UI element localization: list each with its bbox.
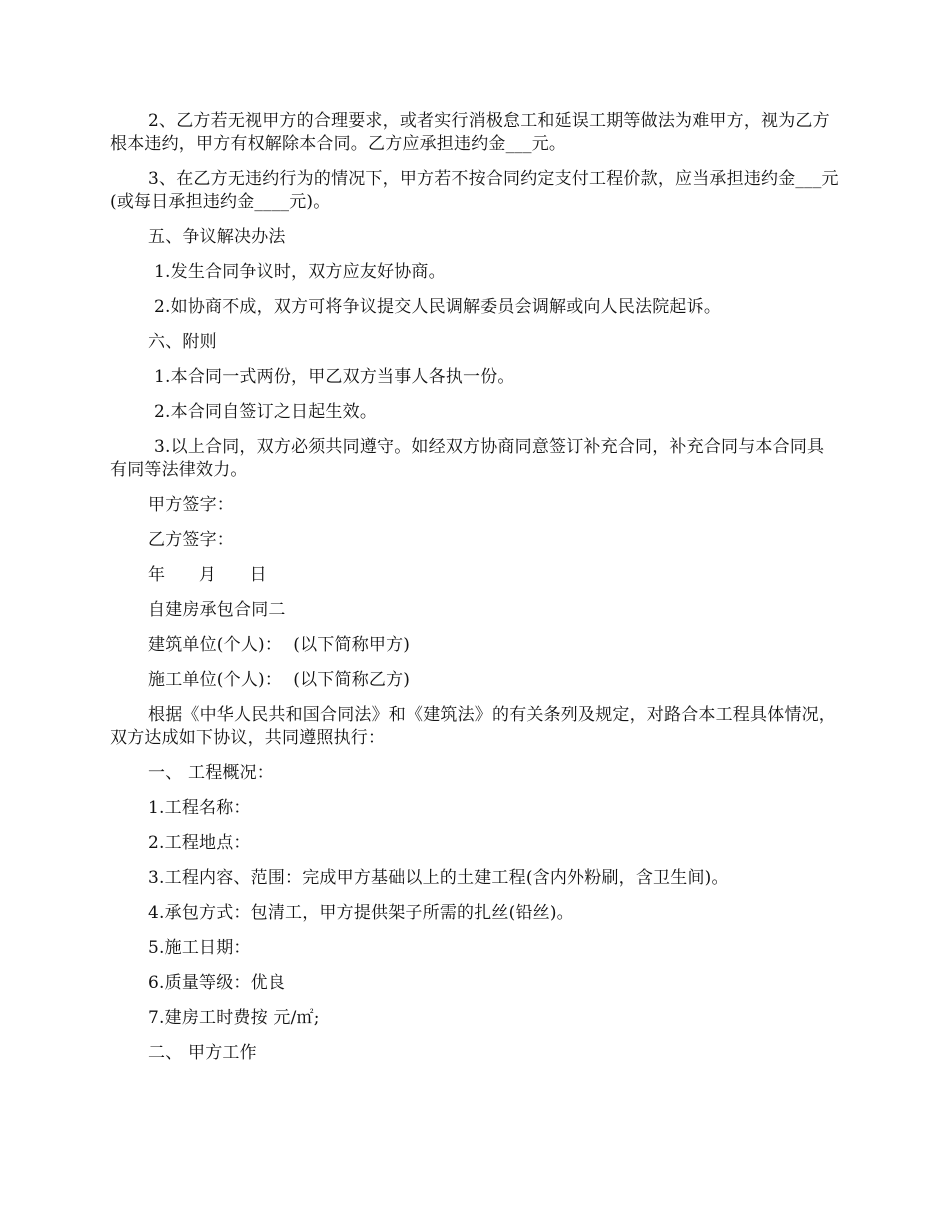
document-page [110, 110, 840, 1077]
preamble-paragraph: 根据《中华人民共和国合同法》和《建筑法》的有关条列及规定，对路合本工程具体情况，双方达成如下协议，共同遵照执行： [110, 705, 836, 748]
item-quality-grade: 6.质量等级：优良 [148, 973, 286, 993]
paragraph-penalty-clause-2: 2、乙方若无视甲方的合理要求，或者实行消极怠工和延误工期等做法为难甲方，视为乙方根本违约，甲方有权解除本合同。乙方应承担违约金___元。 [110, 111, 830, 154]
paragraph-dispute-2: 2.如协商不成，双方可将争议提交人民调解委员会调解或向人民法院起诉。 [154, 297, 722, 317]
item-project-scope: 3.工程内容、范围：完成甲方基础以上的土建工程(含内外粉刷，含卫生间)。 [148, 868, 729, 888]
date-line: 年 月 日 [148, 565, 267, 585]
paragraph-appendix-3: 3.以上合同，双方必须共同遵守。如经双方协商同意签订补充合同，补充合同与本合同具有同等法律效力。 [110, 437, 825, 480]
item-contract-mode: 4.承包方式：包清工，甲方提供架子所需的扎丝(铅丝)。 [148, 903, 574, 923]
item-construction-date: 5.施工日期： [148, 938, 251, 958]
paragraph-penalty-clause-3: 3、在乙方无违约行为的情况下，甲方若不按合同约定支付工程价款，应当承担违约金___元(或每日承担违约金____元)。 [110, 169, 839, 212]
item-project-name: 1.工程名称： [148, 798, 251, 818]
contract-two-title: 自建房承包合同二 [148, 600, 286, 620]
paragraph-appendix-2: 2.本合同自签订之日起生效。 [154, 402, 378, 422]
signature-party-a: 甲方签字： [148, 495, 234, 515]
section-heading-party-a-work: 二、 甲方工作 [148, 1043, 257, 1063]
signature-party-b: 乙方签字： [148, 530, 234, 550]
section-heading-appendix: 六、附则 [148, 332, 217, 352]
item-labor-fee: 7.建房工时费按 元/㎡; [148, 1008, 320, 1028]
paragraph-appendix-1: 1.本合同一式两份，甲乙双方当事人各执一份。 [154, 367, 515, 387]
paragraph-dispute-1: 1.发生合同争议时，双方应友好协商。 [154, 262, 446, 282]
section-heading-dispute: 五、争议解决办法 [148, 227, 286, 247]
party-a-line: 建筑单位(个人)： (以下简称甲方) [148, 635, 411, 655]
item-project-location: 2.工程地点： [148, 833, 251, 853]
section-heading-project-overview: 一、 工程概况： [148, 763, 275, 783]
party-b-line: 施工单位(个人)： (以下简称乙方) [148, 670, 411, 690]
